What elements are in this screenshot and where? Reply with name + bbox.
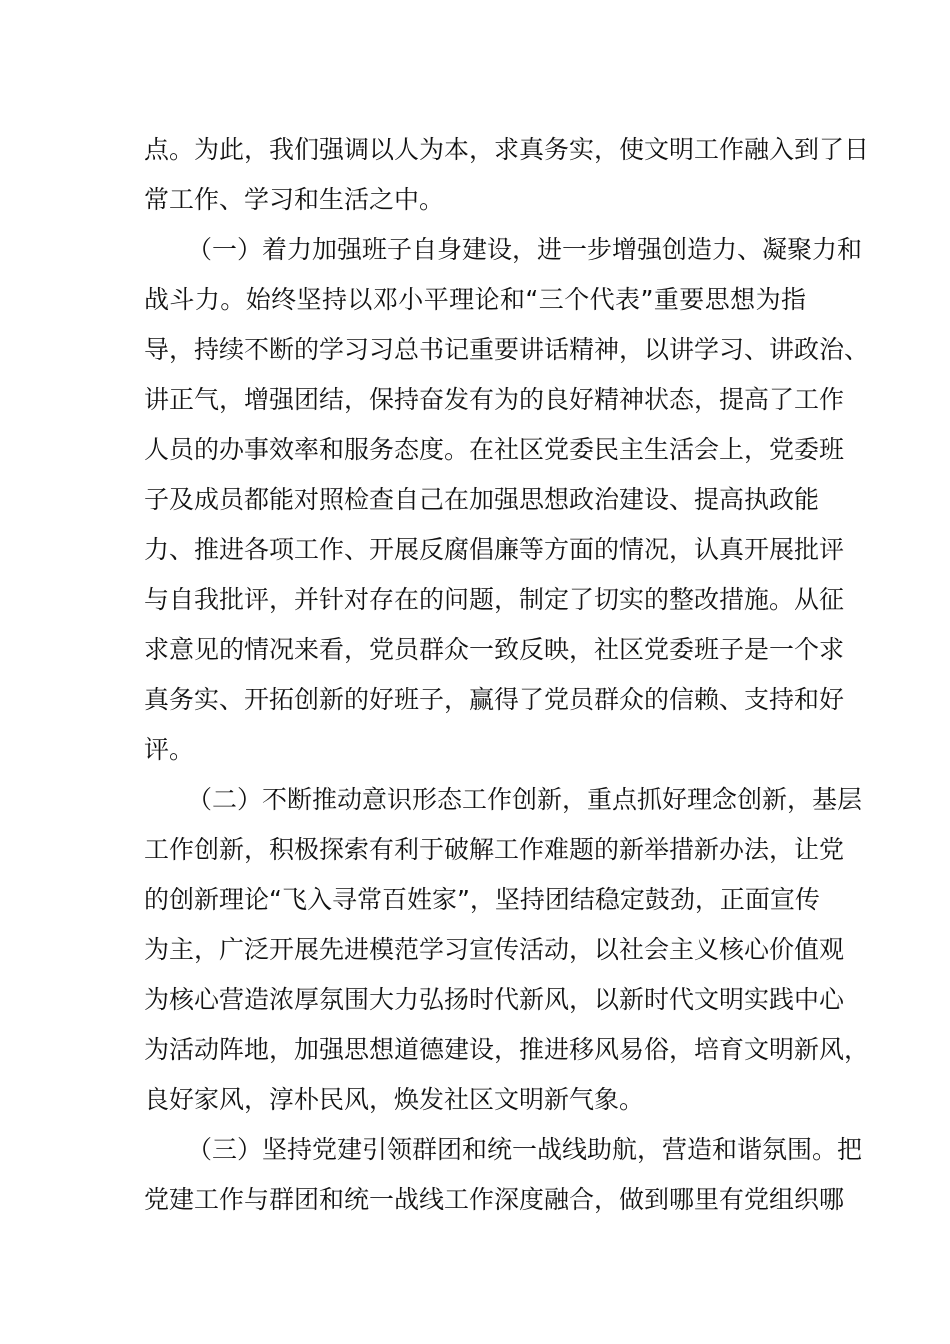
text-line-content: 战斗力。始终坚持以邓小平理论和“三个代表”重要思想为指 [144, 285, 806, 314]
text-line [0, 830, 950, 870]
text-line-content: 党建工作与群团和统一战线工作深度融合，做到哪里有党组织哪 [144, 1185, 845, 1214]
text-line [0, 1180, 950, 1220]
text-line-content: 子及成员都能对照检查自己在加强思想政治建设、提高执政能 [144, 485, 820, 514]
paragraph-heading-line [0, 780, 950, 820]
text-line [0, 380, 950, 420]
text-line-content: 讲正气，增强团结，保持奋发有为的良好精神状态，提高了工作 [144, 385, 845, 414]
text-line-content: 真务实、开拓创新的好班子，赢得了党员群众的信赖、支持和好 [144, 685, 845, 714]
text-line-content: 的创新理论“飞入寻常百姓家”，坚持团结稳定鼓劲，正面宣传 [144, 885, 820, 914]
text-line-content: （三）坚持党建引领群团和统一战线助航，营造和谐氛围。把 [187, 1135, 863, 1164]
paragraph-heading-line [0, 1130, 950, 1170]
text-line-content: （二）不断推动意识形态工作创新，重点抓好理念创新，基层 [187, 785, 863, 814]
text-line-content: 与自我批评，并针对存在的问题，制定了切实的整改措施。从征 [144, 585, 845, 614]
text-line-content: 为活动阵地，加强思想道德建设，推进移风易俗，培育文明新风， [144, 1035, 870, 1064]
text-line [0, 1030, 950, 1070]
text-line [0, 480, 950, 520]
text-line [0, 930, 950, 970]
text-line-content: 评。 [144, 735, 195, 764]
text-line [0, 630, 950, 670]
text-line [0, 1080, 950, 1120]
paragraph-heading-line [0, 230, 950, 270]
text-line-content: 工作创新，积极探索有利于破解工作难题的新举措新办法，让党 [144, 835, 845, 864]
text-line-content: 为主，广泛开展先进模范学习宣传活动，以社会主义核心价值观 [144, 935, 845, 964]
text-line [0, 680, 950, 720]
text-line-content: 导，持续不断的学习习总书记重要讲话精神，以讲学习、讲政治、 [144, 335, 870, 364]
text-line-content: （一）着力加强班子自身建设，进一步增强创造力、凝聚力和 [187, 235, 863, 264]
text-line-content: 点。为此，我们强调以人为本，求真务实，使文明工作融入到了日 [144, 135, 870, 164]
text-line-content: 为核心营造浓厚氛围大力弘扬时代新风，以新时代文明实践中心 [144, 985, 845, 1014]
text-line [0, 880, 950, 920]
text-line [0, 730, 950, 770]
text-line-content: 求意见的情况来看，党员群众一致反映，社区党委班子是一个求 [144, 635, 845, 664]
text-line [0, 180, 950, 220]
text-line [0, 130, 950, 170]
text-line-content: 常工作、学习和生活之中。 [144, 185, 445, 214]
text-line [0, 280, 950, 320]
text-line-content: 良好家风，淳朴民风，焕发社区文明新气象。 [144, 1085, 645, 1114]
text-line-content: 人员的办事效率和服务态度。在社区党委民主生活会上，党委班 [144, 435, 845, 464]
text-line [0, 330, 950, 370]
text-line [0, 980, 950, 1020]
text-line [0, 580, 950, 620]
text-line-content: 力、推进各项工作、开展反腐倡廉等方面的情况，认真开展批评 [144, 535, 845, 564]
text-line [0, 430, 950, 470]
text-line [0, 530, 950, 570]
